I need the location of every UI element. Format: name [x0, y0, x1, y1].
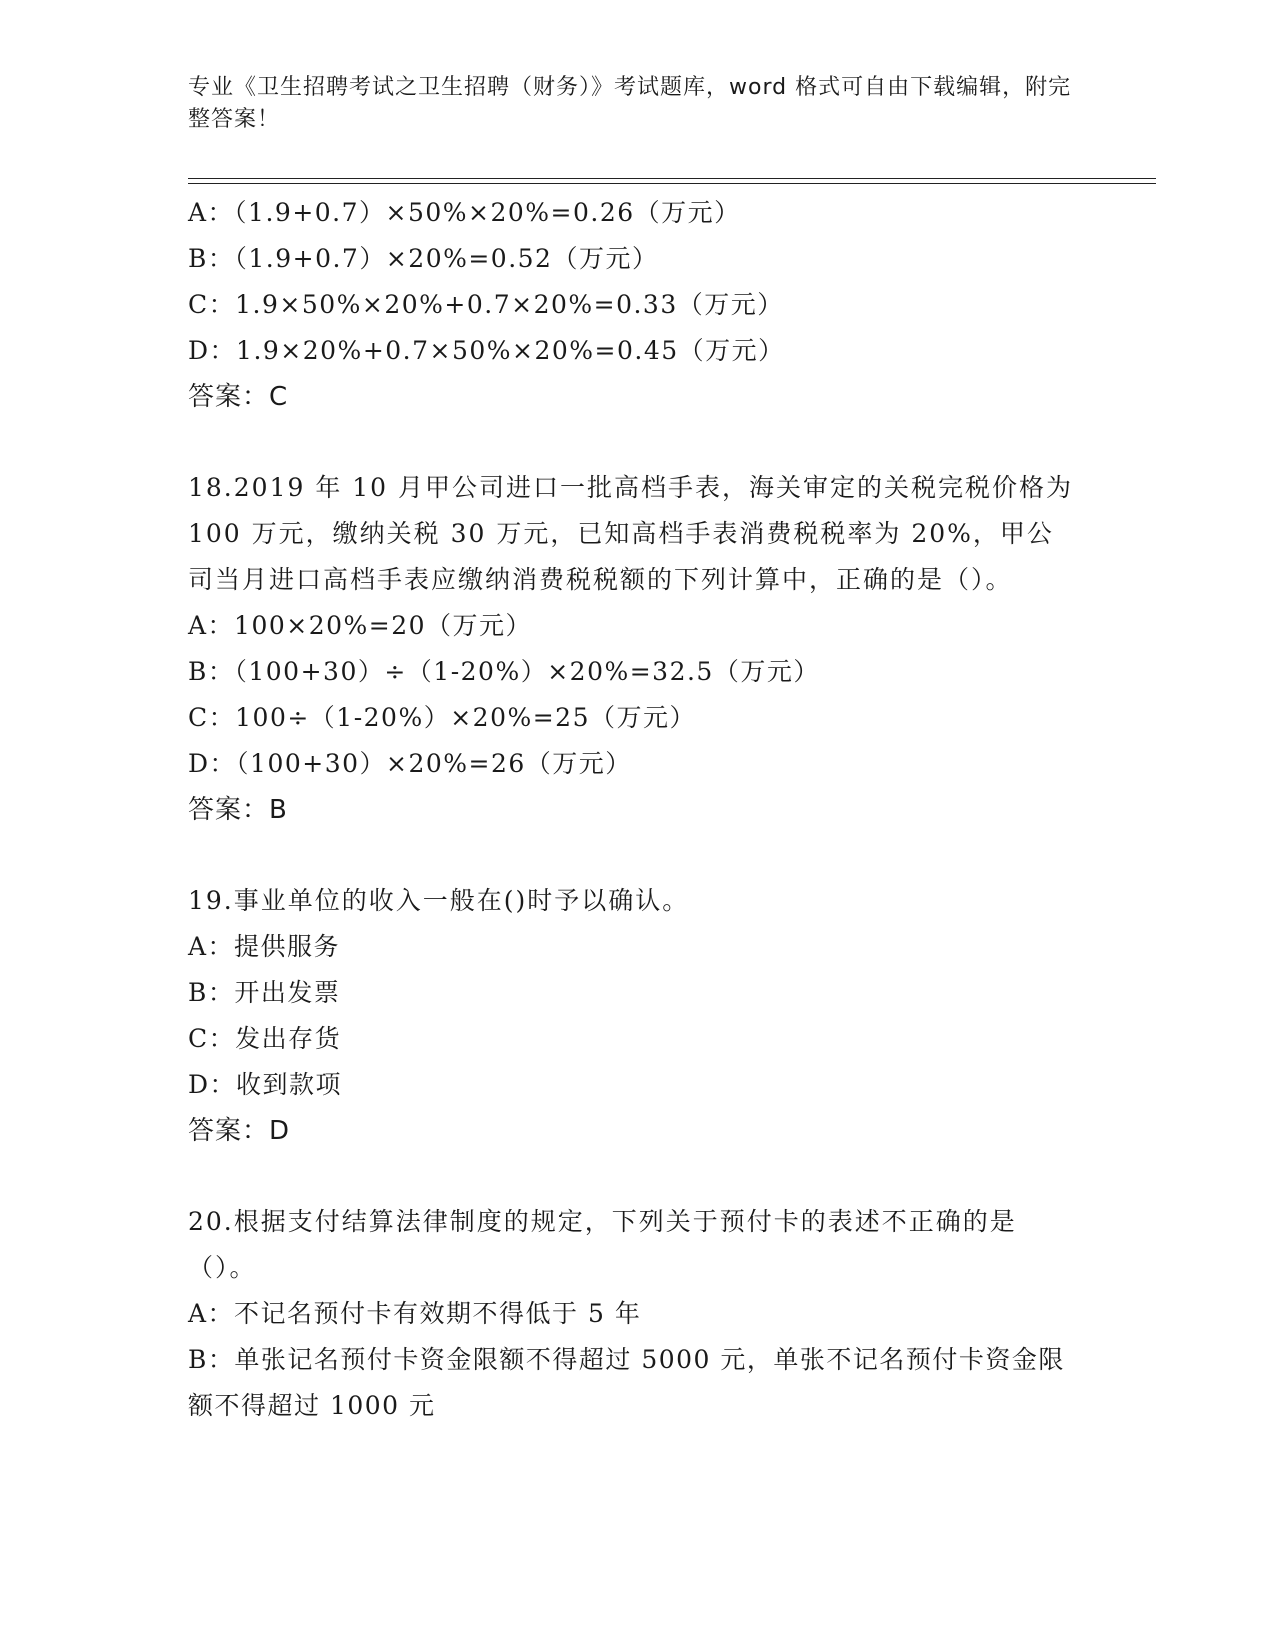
- question-19: [188, 878, 1078, 1154]
- option-a: A：提供服务: [188, 932, 341, 961]
- option-d: D：收到款项: [188, 1070, 343, 1099]
- option-c: C：1.9×50%×20%+0.7×20%=0.33（万元）: [188, 290, 784, 319]
- option-b: B：（1.9+0.7）×20%=0.52（万元）: [188, 244, 659, 273]
- question-list: [188, 190, 1078, 1429]
- header-divider-bottom: [188, 183, 1156, 184]
- option-c: C：100÷（1-20%）×20%=25（万元）: [188, 703, 696, 732]
- answer: 答案：D: [188, 1116, 291, 1146]
- answer: 答案：B: [188, 795, 288, 825]
- option-d: D：1.9×20%+0.7×50%×20%=0.45（万元）: [188, 336, 785, 365]
- question-text: 19.事业单位的收入一般在()时予以确认。: [188, 886, 690, 915]
- question-text: 18.2019 年 10 月甲公司进口一批高档手表，海关审定的关税完税价格为 100 万元，缴纳关税 30 万元，已知高档手表消费税税率为 20%，甲公司当月进口高档手表应缴纳消费税税额的下列计算中，正确的是（）。: [188, 473, 1074, 594]
- option-b: B：开出发票: [188, 978, 341, 1007]
- option-c: C：发出存货: [188, 1024, 342, 1053]
- option-b: B：（100+30）÷（1-20%）×20%=32.5（万元）: [188, 657, 820, 686]
- option-a: A：（1.9+0.7）×50%×20%=0.26（万元）: [188, 198, 741, 227]
- question-20: [188, 1199, 1078, 1429]
- header-divider-top: [188, 178, 1156, 179]
- page-header: 专业《卫生招聘考试之卫生招聘（财务）》考试题库，word 格式可自由下载编辑，附完整答案！: [188, 75, 1072, 132]
- option-a: A：不记名预付卡有效期不得低于 5 年: [188, 1299, 642, 1328]
- option-a: A：100×20%=20（万元）: [188, 611, 533, 640]
- question-17: [188, 190, 1078, 420]
- option-d: D：（100+30）×20%=26（万元）: [188, 749, 632, 778]
- question-text: 20.根据支付结算法律制度的规定，下列关于预付卡的表述不正确的是（）。: [188, 1207, 1017, 1282]
- answer: 答案：C: [188, 382, 289, 412]
- option-b: B：单张记名预付卡资金限额不得超过 5000 元，单张不记名预付卡资金限额不得超过 1000 元: [188, 1345, 1065, 1420]
- question-18: [188, 465, 1078, 833]
